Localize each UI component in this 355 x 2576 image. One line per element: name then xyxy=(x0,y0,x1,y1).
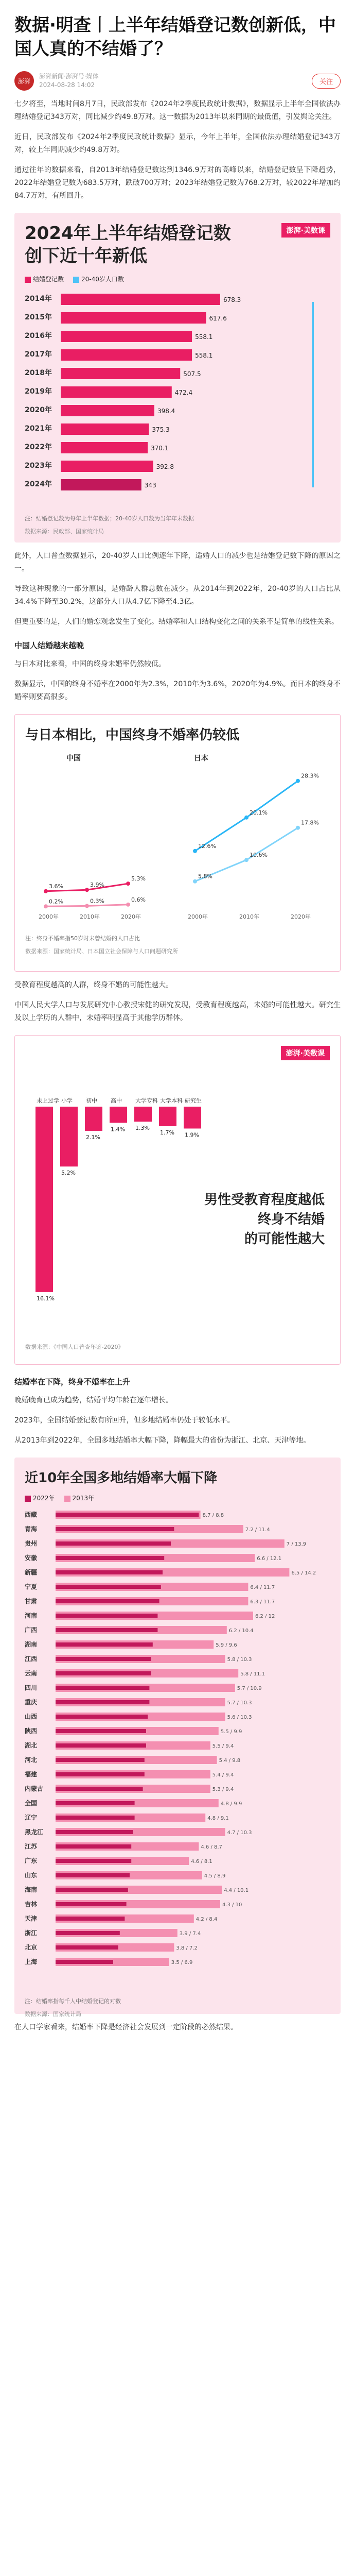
chart-province-marriage-rate xyxy=(14,1458,341,2018)
category-label: 云南 xyxy=(25,1670,38,1677)
bar xyxy=(110,1107,127,1123)
data-label: 507.5 xyxy=(183,370,201,378)
category-label: 2015年 xyxy=(25,313,52,321)
data-label: 392.8 xyxy=(156,463,174,470)
bar xyxy=(36,1107,53,1292)
category-label: 2021年 xyxy=(25,425,52,433)
category-label: 湖北 xyxy=(25,1742,38,1749)
category-label: 北京 xyxy=(25,1944,38,1951)
data-label: 0.3% xyxy=(90,897,104,905)
data-point xyxy=(296,826,300,830)
data-label: 1.3% xyxy=(135,1125,150,1132)
data-label: 558.1 xyxy=(195,352,213,359)
data-label: 3.8 / 7.2 xyxy=(176,1945,198,1951)
bar xyxy=(61,405,154,416)
data-label: 5.7 / 10.3 xyxy=(227,1700,252,1706)
bar-2022 xyxy=(56,1945,118,1950)
category-label: 陕西 xyxy=(25,1727,38,1735)
data-point xyxy=(44,904,48,908)
paragraph: 七夕将至，当地时间8月7日，民政部发布《2024年2季度民政统计数据》，数据显示上半年全国依法办理结婚登记343万对，同比减少约49.8万对。这一数据为2013年以来同期的最低值，引发舆论关注。 xyxy=(14,100,341,121)
legend-item: 20-40岁人口数 xyxy=(73,275,124,283)
category-label: 河北 xyxy=(25,1756,38,1764)
category-label: 江西 xyxy=(25,1655,38,1663)
data-label: 1.4% xyxy=(111,1126,125,1133)
category-label: 2024年 xyxy=(25,480,52,488)
paragraph: 受教育程度越高的人群，终身不婚的可能性越大。 xyxy=(14,981,173,989)
bar xyxy=(61,312,206,324)
bar xyxy=(61,349,192,361)
data-label: 17.8% xyxy=(301,819,319,826)
bar-2022 xyxy=(56,1686,149,1690)
bar-2022 xyxy=(56,1585,161,1589)
data-label: 1.9% xyxy=(185,1131,199,1139)
chart-marriage-registrations xyxy=(14,213,341,543)
legend-item: 结婚登记数 xyxy=(25,275,64,283)
category-label: 吉林 xyxy=(25,1901,38,1908)
author-bar xyxy=(14,71,341,91)
category-label: 新疆 xyxy=(25,1569,38,1576)
category-label: 内蒙古 xyxy=(25,1785,44,1792)
bar xyxy=(61,461,153,472)
data-point xyxy=(85,904,89,908)
category-label: 青海 xyxy=(25,1526,38,1533)
category-label: 初中 xyxy=(86,1097,97,1104)
category-label: 湖南 xyxy=(25,1641,38,1648)
province-bar-chart xyxy=(25,1506,339,1991)
bar xyxy=(184,1107,201,1128)
category-label: 大学本科 xyxy=(160,1097,183,1104)
paragraph: 但更重要的是，人们的婚恋观念发生了变化。结婚率和人口结构变化之间的关系不是简单的线性关系。 xyxy=(14,618,339,626)
x-tick-label: 2000年 xyxy=(39,913,59,920)
paragraph: 从2013年到2022年，全国多地结婚率大幅下降，降幅最大的省份为浙江、北京、天津等地。 xyxy=(14,1436,311,1445)
data-label: 2.1% xyxy=(86,1133,100,1141)
bar-2022 xyxy=(56,1729,146,1733)
category-label: 2014年 xyxy=(25,295,52,303)
data-label: 375.3 xyxy=(152,426,170,433)
category-label: 贵州 xyxy=(25,1540,38,1547)
data-label: 5.4 / 9.4 xyxy=(212,1772,234,1778)
bar xyxy=(159,1107,176,1126)
paragraph: 近日，民政部发布《2024年2季度民政统计数据》显示，今年上半年，全国依法办理结婚登记343万对，较上年同期减少约49.8万对。 xyxy=(14,133,341,154)
chart-title: 与日本相比，中国终身不婚率仍较低 xyxy=(25,727,240,743)
data-label: 0.6% xyxy=(131,896,146,903)
author-avatar[interactable]: 澎湃 xyxy=(14,71,34,91)
paragraph: 2023年，全国结婚登记数有所回升，但多地结婚率仍处于较低水平。 xyxy=(14,1416,235,1425)
china-label: 中国 xyxy=(66,754,81,762)
category-label: 安徽 xyxy=(25,1554,38,1562)
japan-label: 日本 xyxy=(194,754,208,762)
data-label: 4.5 / 8.9 xyxy=(204,1873,226,1879)
chart-title-line: 男性受教育程度越低 xyxy=(204,1192,325,1208)
data-label: 5.8 / 10.3 xyxy=(227,1657,252,1663)
data-label: 4.6 / 8.1 xyxy=(191,1859,212,1865)
data-label: 7 / 13.9 xyxy=(286,1541,307,1547)
line-chart xyxy=(25,763,339,928)
data-label: 4.8 / 9.1 xyxy=(207,1816,229,1821)
chart-title: 近10年全国多地结婚率大幅下降 xyxy=(25,1470,218,1486)
x-tick-label: 2020年 xyxy=(291,913,311,920)
bar xyxy=(61,368,180,379)
bar-chart xyxy=(25,286,339,508)
data-point xyxy=(126,903,130,907)
data-label: 5.9 / 9.6 xyxy=(216,1642,237,1648)
bar-2022 xyxy=(56,1873,130,1877)
category-label: 2022年 xyxy=(25,443,52,451)
chart-note: 注：结婚登记数为每年上半年数据；20-40岁人口数为当年年末数据 xyxy=(25,515,194,522)
bar-2022 xyxy=(56,1816,135,1820)
data-point xyxy=(193,849,197,853)
category-label: 海南 xyxy=(25,1886,38,1893)
category-label: 黑龙江 xyxy=(25,1828,44,1836)
bar-2022 xyxy=(56,1859,131,1863)
x-tick-label: 2020年 xyxy=(121,913,141,920)
data-label: 4.7 / 10.3 xyxy=(227,1830,252,1836)
data-label: 472.4 xyxy=(174,389,193,396)
paragraph: 在人口学家看来，结婚率下降是经济社会发展到一定阶段的必然结果。 xyxy=(14,2023,238,2031)
category-label: 研究生 xyxy=(185,1097,202,1104)
data-label: 12.6% xyxy=(198,842,216,850)
bar-2022 xyxy=(56,1642,153,1647)
data-label: 3.9 / 7.4 xyxy=(179,1931,201,1937)
data-label: 5.8 / 11.1 xyxy=(240,1671,265,1677)
data-label: 558.1 xyxy=(195,333,213,341)
category-label: 辽宁 xyxy=(25,1814,38,1821)
bar xyxy=(85,1107,102,1131)
category-label: 2018年 xyxy=(25,369,52,377)
data-label: 4.3 / 10 xyxy=(222,1902,242,1908)
chart-source: 数据来源：国家统计局 xyxy=(25,2011,81,2018)
category-label: 未上过学 xyxy=(37,1097,59,1104)
bar-2022 xyxy=(56,1931,120,1935)
category-label: 高中 xyxy=(111,1097,122,1104)
data-label: 6.3 / 11.7 xyxy=(250,1599,275,1605)
data-label: 6.2 / 10.4 xyxy=(228,1628,254,1634)
section-heading: 中国人结婚越来越晚 xyxy=(14,641,84,650)
category-label: 江苏 xyxy=(25,1843,38,1850)
category-label: 福建 xyxy=(25,1771,38,1778)
bar-2022 xyxy=(56,1628,157,1632)
category-label: 全国 xyxy=(25,1800,38,1807)
data-label: 678.3 xyxy=(223,296,241,303)
data-label: 4.4 / 10.1 xyxy=(224,1888,249,1893)
x-tick-label: 2010年 xyxy=(80,913,100,920)
category-label: 2023年 xyxy=(25,462,52,470)
data-label: 4.8 / 9.9 xyxy=(220,1801,242,1807)
publish-date: 2024-08-28 14:02 xyxy=(39,81,95,89)
data-point xyxy=(193,879,197,884)
category-label: 广西 xyxy=(25,1626,38,1634)
data-label: 5.7 / 10.9 xyxy=(237,1686,262,1691)
bar-2022 xyxy=(56,1772,145,1776)
x-tick-label: 2010年 xyxy=(239,913,259,920)
chart-lifetime-unmarried xyxy=(14,714,341,972)
data-point xyxy=(126,882,130,886)
category-label: 天津 xyxy=(25,1915,38,1922)
x-tick-label: 2000年 xyxy=(188,913,208,920)
paragraph: 导致这种现象的一部分原因，是婚龄人群总数在减少。从2014年到2022年，20-40岁的人口占比从34.4%下降至30.2%，这部分人口从4.7亿下降至4.3亿。 xyxy=(14,585,341,606)
bar xyxy=(61,442,148,453)
bar-2022 xyxy=(56,1902,127,1906)
data-label: 5.3% xyxy=(131,875,146,883)
category-label: 大学专科 xyxy=(135,1097,158,1104)
bar-2022 xyxy=(56,1599,159,1603)
brand-tag: 澎湃·美数课 xyxy=(281,223,330,238)
bar-2022 xyxy=(56,1917,125,1921)
category-label: 重庆 xyxy=(25,1699,38,1706)
data-label: 3.6% xyxy=(49,883,63,890)
bar-2022 xyxy=(56,1888,128,1892)
paragraph: 中国人民大学人口与发展研究中心教授宋健的研究发现，受教育程度越高，未婚的可能性越大。研究生及以上学历的人群中，未婚率明显高于其他学历群体。 xyxy=(14,1001,341,1022)
legend-item: 2013年 xyxy=(64,1494,95,1502)
article-title: 数据·明查丨上半年结婚登记数创新低，中国人真的不结婚了？ xyxy=(14,15,336,59)
bar-2022 xyxy=(56,1513,199,1517)
data-label: 5.3 / 9.4 xyxy=(212,1787,234,1792)
data-label: 4.6 / 8.7 xyxy=(201,1844,222,1850)
paragraph: 数据显示，中国的终身不婚率在2000年为2.3%，2010年为3.6%，2020年为4.9%。而日本的终身不婚率则要高很多。 xyxy=(14,680,341,701)
data-label: 5.4 / 9.8 xyxy=(219,1758,241,1764)
bar-2022 xyxy=(56,1671,151,1675)
paragraph: 与日本对比来看，中国的终身未婚率仍然较低。 xyxy=(14,660,166,668)
data-point xyxy=(244,816,248,820)
data-point xyxy=(296,779,300,783)
bar-2022 xyxy=(56,1960,113,1964)
bar xyxy=(61,331,192,342)
paragraph: 此外，人口普查数据显示，20-40岁人口比例逐年下降，适婚人口的减少也是结婚登记数下降的原因之一。 xyxy=(14,552,341,573)
chart-source: 数据来源：国家统计局、日本国立社会保障与人口问题研究所 xyxy=(25,948,178,955)
data-label: 5.8% xyxy=(198,873,212,880)
data-label: 6.4 / 11.7 xyxy=(250,1585,275,1590)
data-label: 5.5 / 9.9 xyxy=(220,1729,242,1735)
category-label: 2019年 xyxy=(25,387,52,396)
data-label: 3.9% xyxy=(90,882,104,889)
chart-title-line: 终身不结婚 xyxy=(257,1212,325,1227)
category-label: 上海 xyxy=(25,1958,38,1965)
data-label: 343 xyxy=(144,482,156,489)
author-name[interactable]: 澎湃新闻·澎湃号·媒体 xyxy=(39,73,99,80)
bar-2022 xyxy=(56,1758,145,1762)
bar-2022 xyxy=(56,1541,171,1546)
bar xyxy=(61,294,220,305)
bar-2022 xyxy=(56,1715,148,1719)
data-label: 5.6 / 10.3 xyxy=(227,1715,252,1720)
data-label: 370.1 xyxy=(151,445,169,452)
chart-source: 数据来源：民政部、国家统计局 xyxy=(25,528,104,535)
bar xyxy=(134,1107,152,1122)
data-label: 10.6% xyxy=(250,852,268,859)
data-label: 0.2% xyxy=(49,898,63,905)
bar-2022 xyxy=(56,1830,133,1834)
category-label: 甘肃 xyxy=(25,1598,38,1605)
follow-button[interactable]: 关注 xyxy=(312,74,341,89)
data-label: 617.6 xyxy=(209,315,227,322)
category-label: 山西 xyxy=(25,1713,38,1720)
data-label: 28.3% xyxy=(301,772,319,779)
category-label: 小学 xyxy=(61,1097,73,1104)
bar-2022 xyxy=(56,1801,135,1805)
chart-source: 数据来源：《中国人口普查年鉴-2020》 xyxy=(25,1344,124,1350)
brand-tag: 澎湃·美数课 xyxy=(281,1046,330,1060)
paragraph: 晚婚晚育已成为趋势，结婚平均年龄在逐年增长。 xyxy=(14,1396,173,1404)
data-label: 5.5 / 9.4 xyxy=(212,1743,234,1749)
data-point xyxy=(244,858,248,862)
category-label: 2020年 xyxy=(25,406,52,414)
chart-note: 注：终身不婚率指50岁时未曾结婚的人口占比 xyxy=(25,935,140,942)
bar-2022 xyxy=(56,1614,157,1618)
category-label: 四川 xyxy=(25,1684,38,1691)
bar-2022 xyxy=(56,1570,163,1574)
bar-2022 xyxy=(56,1743,146,1748)
category-label: 西藏 xyxy=(25,1511,38,1518)
bar-2022 xyxy=(56,1527,174,1531)
bar-2022 xyxy=(56,1844,131,1849)
bar-2022 xyxy=(56,1700,149,1704)
legend-item: 2022年 xyxy=(25,1494,55,1502)
bar xyxy=(60,1107,78,1166)
category-label: 广东 xyxy=(25,1857,38,1865)
category-label: 2016年 xyxy=(25,332,52,340)
data-label: 7.2 / 11.4 xyxy=(245,1527,270,1533)
data-label: 4.2 / 8.4 xyxy=(196,1917,218,1922)
data-label: 6.2 / 12 xyxy=(255,1614,275,1619)
bar xyxy=(61,423,149,435)
data-point xyxy=(85,888,89,892)
bar-2022 xyxy=(56,1787,143,1791)
category-label: 2017年 xyxy=(25,350,52,359)
bar xyxy=(61,479,141,490)
paragraph: 通过往年的数据来看，自2013年结婚登记数达到1346.9万对的高峰以来，结婚登记数呈下降趋势，2022年结婚登记数为683.5万对，跌破700万对；2023年结婚登记数为768.2万对，较2022年增加约84.7万对，有所回升。 xyxy=(14,166,341,200)
data-label: 16.1% xyxy=(37,1295,55,1302)
bar-2022 xyxy=(56,1556,164,1560)
data-label: 20.1% xyxy=(250,809,268,816)
section-heading: 结婚率在下降，终身不婚率在上升 xyxy=(14,1377,131,1386)
chart-title-line: 的可能性越大 xyxy=(244,1231,325,1247)
data-label: 3.5 / 6.9 xyxy=(171,1960,193,1965)
category-label: 山东 xyxy=(25,1872,38,1879)
data-label: 6.6 / 12.1 xyxy=(257,1556,282,1562)
bar-2022 xyxy=(56,1657,151,1661)
category-label: 浙江 xyxy=(25,1929,38,1937)
data-label: 6.5 / 14.2 xyxy=(291,1570,316,1576)
data-label: 8.7 / 8.8 xyxy=(202,1513,224,1518)
category-label: 宁夏 xyxy=(25,1583,38,1590)
chart-note: 注：结婚率指每千人中结婚登记的对数 xyxy=(25,1998,121,2005)
chart-title: 2024年上半年结婚登记数 创下近十年新低 xyxy=(25,223,231,266)
data-label: 1.7% xyxy=(160,1129,174,1136)
data-point xyxy=(44,889,48,893)
data-label: 398.4 xyxy=(157,408,175,415)
data-label: 5.2% xyxy=(61,1170,76,1177)
category-label: 河南 xyxy=(25,1612,38,1619)
chart-education xyxy=(14,1035,341,1365)
bar xyxy=(61,386,172,398)
